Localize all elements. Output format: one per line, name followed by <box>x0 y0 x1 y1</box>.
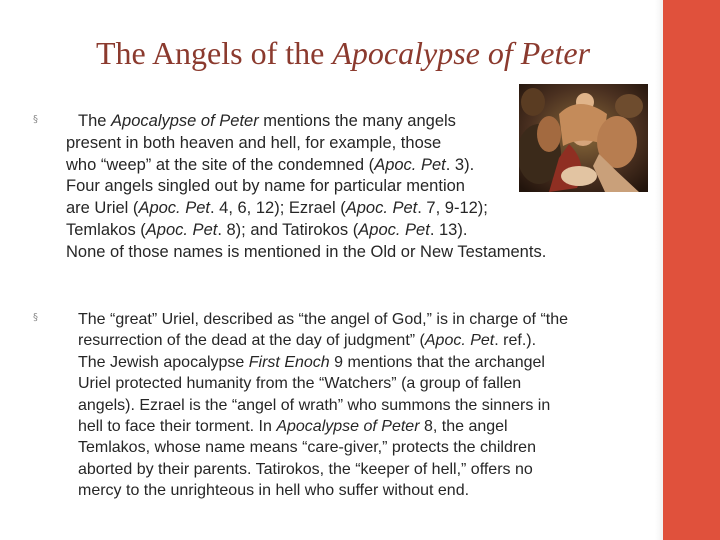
bullet-icon: § <box>33 114 38 125</box>
slide-title: The Angels of the Apocalypse of Peter <box>95 35 591 71</box>
paragraph-apocalypse-angels: The Apocalypse of Peter mentions the many angels present in both heaven and hell, for example, those who “weep” at the site of the condemned (Apoc. Pet. 3). Four angels singled out by name for particular mention are Uriel (Apoc. Pet. 4, 6, 12); Ezrael (Apoc. Pet. 7, 9-12); Temlakos (Apoc. Pet. 8); and Tatirokos (Apoc. Pet. 13). None of those names is mentioned in the Old or New Testaments. <box>66 112 547 261</box>
accent-strip <box>663 0 720 540</box>
bullet-icon: § <box>33 312 38 323</box>
side-shadow <box>655 0 663 540</box>
paragraph-uriel-ezrael: The “great” Uriel, described as “the angel of God,” is in charge of “the resurrection of the dead at the day of judgment” (Apoc. Pet. ref.). The Jewish apocalypse First Enoch 9 mentions that the archangel Uriel protected humanity from the “Watchers” (a group of fallen angels). Ezrael is the “angel of wrath” who summons the sinners in hell to face their torment. In Apocalypse of Peter 8, the angel Temlakos, whose name means “care-giver,” protects the children aborted by their parents. Tatirokos, the “keeper of hell,” offers no mercy to the unrighteous in hell who suffer without end. <box>78 311 569 500</box>
